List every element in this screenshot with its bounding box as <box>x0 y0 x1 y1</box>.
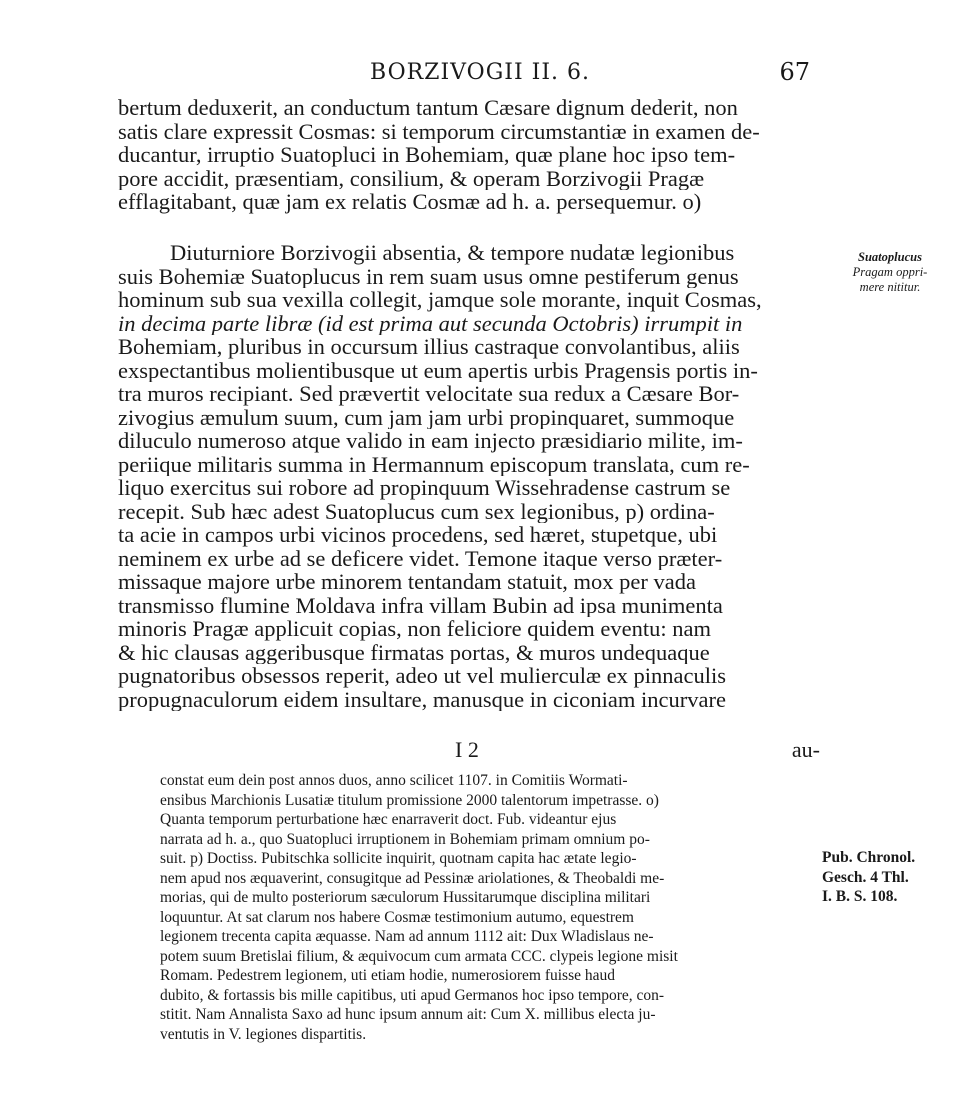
margin-reference-line: Gesch. 4 Thl. <box>822 868 909 886</box>
text-line: ducantur, irruptio Suatopluci in Bohemiam, quæ plane hoc ipso tem- <box>118 143 736 167</box>
footnote-line: Quanta temporum perturbatione hæc enarraverit doct. Fub. videantur ejus <box>160 811 617 828</box>
text-line: in decima parte libræ (id est prima aut secunda Octobris) irrumpit in <box>118 311 743 335</box>
margin-reference <box>822 848 952 907</box>
footnote-line: loquuntur. At sat clarum nos habere Cosmæ testimonium autumo, equestrem <box>160 908 634 926</box>
text-line: efflagitabant, quæ jam ex relatis Cosmæ ad h. a. persequemur. o) <box>118 190 702 214</box>
text-line: neminem ex urbe ad se deficere videt. Temone itaque verso præter- <box>118 546 723 570</box>
footnote-line: potem suum Bretislai filium, & æquivocum cum armata CCC. clypeis legione misit <box>160 947 678 965</box>
text-line: recepit. Sub hæc adest Suatoplucus cum sex legionibus, p) ordina- <box>118 499 715 523</box>
paragraph-continuation <box>118 96 818 214</box>
text-line: ta acie in campos urbi vicinos procedens, sed hæret, stupetque, ubi <box>118 523 718 547</box>
text-line: hominum sub sua vexilla collegit, jamque sole morante, inquit Cosmas, <box>118 288 762 312</box>
footnote-line: ventutis in V. legiones dispartitis. <box>160 1025 367 1043</box>
text-line: liquo exercitus sui robore ad propinquum Wissehradense castrum se <box>118 476 731 500</box>
footnote-line: Romam. Pedestrem legionem, uti etiam hodie, numerosiorem fuisse haud <box>160 967 616 984</box>
text-line: Diuturniore Borzivogii absentia, & tempore nudatæ legionibus <box>170 241 735 265</box>
margin-reference-line: Pub. Chronol. <box>822 849 916 866</box>
text-line: & hic clausas aggeribusque firmatas portas, & muros undequaque <box>118 640 710 664</box>
text-line: diluculo numeroso atque valido in eam injecto præsidiario milite, im- <box>118 429 743 453</box>
page-number: 67 <box>779 58 810 86</box>
text-line: transmisso flumine Moldava infra villam Bubin ad ipsa munimenta <box>118 593 723 617</box>
signature-mark: I 2 <box>455 737 479 762</box>
margin-note <box>830 250 950 295</box>
footnote-line: dubito, & fortassis bis mille capitibus, uti apud Germanos hoc ipso tempore, con- <box>160 986 665 1004</box>
footnote-line: constat eum dein post annos duos, anno scilicet 1107. in Comitiis Wormati- <box>160 772 628 789</box>
margin-note-line: Suatoplucus <box>858 250 922 264</box>
text-line: pugnatoribus obsessos reperit, adeo ut vel mulierculæ ex pinnaculis <box>118 664 726 688</box>
footnote-line: stitit. Nam Annalista Saxo ad hunc ipsum annum ait: Cum X. millibus electa ju- <box>160 1006 656 1023</box>
footnote-line: narrata ad h. a., quo Suatopluci irruptionem in Bohemiam primam omnium po- <box>160 830 650 848</box>
text-line: satis clare expressit Cosmas: si temporum circumstantiæ in examen de- <box>118 119 760 143</box>
text-line: exspectantibus molientibusque ut eum apertis urbis Pragensis portis in- <box>118 358 758 382</box>
text-line: zivogius æmulum suum, cum jam jam urbi propinquaret, summoque <box>118 405 735 429</box>
text-line: periique militaris summa in Hermannum episcopum translata, cum re- <box>118 452 750 476</box>
text-line: suis Bohemiæ Suatoplucus in rem suam usus omne pestiferum genus <box>118 264 739 288</box>
footnote-line: legionem trecenta capita æquasse. Nam ad annum 1112 ait: Dux Wladislaus ne- <box>160 928 654 945</box>
footnote-line: morias, qui de multo posteriorum sæculorum Hussitarumque disciplina militari <box>160 889 651 906</box>
footnote-line: suit. p) Doctiss. Pubitschka sollicite inquirit, quotnam capita hac ætate legio- <box>160 850 637 867</box>
text-line: minoris Pragæ applicuit copias, non feliciore quidem eventu: nam <box>118 617 711 641</box>
margin-note-line: mere nititur. <box>859 280 921 294</box>
text-line: bertum deduxerit, an conductum tantum Cæsare dignum dederit, non <box>118 96 738 120</box>
text-line: tra muros recipiant. Sed prævertit velocitate sua redux a Cæsare Bor- <box>118 382 740 406</box>
text-line: Bohemiam, pluribus in occursum illius castraque convolantibus, aliis <box>118 335 740 359</box>
footnote-line: nem apud nos æquaverint, consugitque ad Pessinæ ariolationes, & Theobaldi me- <box>160 869 665 887</box>
footnotes <box>160 771 825 1044</box>
paragraph-main <box>118 241 818 711</box>
footnote-line: ensibus Marchionis Lusatiæ titulum promissione 2000 talentorum impetrasse. o) <box>160 791 659 809</box>
text-line: pore accidit, præsentiam, consilium, & operam Borzivogii Pragæ <box>118 166 705 190</box>
catchword: au- <box>791 737 820 762</box>
running-head: BORZIVOGII II. 6. <box>370 60 590 85</box>
margin-note-line: Pragam oppri- <box>852 265 928 279</box>
text-line: propugnaculorum eidem insultare, manusque in ciconiam incurvare <box>118 687 726 711</box>
text-line: missaque majore urbe minorem tentandam statuit, mox per vada <box>118 570 696 594</box>
margin-reference-line: I. B. S. 108. <box>822 888 898 905</box>
